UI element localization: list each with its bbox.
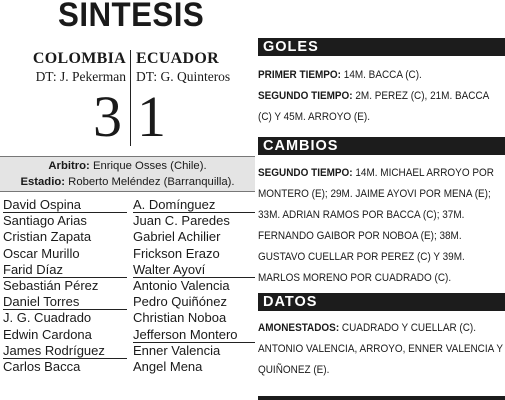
- lineup-player: Angel Mena: [133, 358, 203, 374]
- substitutions-text: [258, 163, 504, 289]
- goals-text: [258, 65, 504, 128]
- away-score: 1: [137, 84, 166, 149]
- lineup-player: James Rodríguez: [3, 343, 127, 359]
- second-half-label: SEGUNDO TIEMPO:: [258, 90, 353, 102]
- substitutions-list: 14M. MICHAEL ARROYO POR MONTERO (E); 29M. JAIME AYOVI POR MENA (E); 33M. ADRIAN RAMOS POR BACCA (C); 37M. FERNANDO GAIBOR POR NOBOA (E); 38M. GUSTAVO CUELLAR POR PEREZ (C) Y 39M. MARLOS MORENO POR CUADRADO (C).: [258, 167, 494, 284]
- first-half-goals: 14M. BACCA (C).: [343, 69, 422, 81]
- lineup-player: Juan C. Paredes: [133, 213, 230, 229]
- home-team-header: [0, 50, 129, 85]
- lineup-player: J. G. Cuadrado: [3, 310, 92, 326]
- cautions-list: CUADRADO Y CUELLAR (C). ANTONIO VALENCIA, ARROYO, ENNER VALENCIA Y QUIÑONEZ (E).: [258, 322, 503, 376]
- stadium-line: [0, 174, 255, 190]
- home-team-name: COLOMBIA: [32, 50, 126, 67]
- lineup-player: Sebastián Pérez: [3, 277, 99, 293]
- away-lineup: [133, 197, 255, 375]
- away-team-coach: DT: G. Quinteros: [136, 69, 231, 84]
- goals-heading: GOLES: [258, 38, 505, 56]
- lineup-player: Frickson Erazo: [133, 245, 220, 261]
- lineup-player: Santiago Arias: [3, 213, 87, 229]
- referee-label: Arbitro:: [48, 160, 90, 172]
- lineup-player: Pedro Quiñónez: [133, 294, 227, 310]
- lineup-player: Christian Noboa: [133, 310, 227, 326]
- cautions-label: AMONESTADOS:: [258, 322, 340, 334]
- lineup-player: David Ospina: [3, 197, 127, 213]
- stadium-label: Estadio:: [20, 176, 66, 188]
- lineup-player: Gabriel Achilier: [133, 229, 221, 245]
- first-half-label: PRIMER TIEMPO:: [258, 69, 341, 81]
- home-score: 3: [93, 84, 122, 149]
- lineup-player: Edwin Cardona: [3, 326, 92, 342]
- home-team-coach: DT: J. Pekerman: [35, 69, 126, 84]
- data-heading: DATOS: [258, 293, 505, 311]
- second-half-goals: 2M. PEREZ (C), 21M. BACCA (C) Y 45M. ARROYO (E).: [258, 90, 489, 123]
- lineup-player: Jefferson Montero: [133, 327, 255, 343]
- stadium-name: Roberto Meléndez (Barranquilla).: [68, 176, 235, 188]
- lineup-player: Farid Díaz: [3, 262, 127, 278]
- lineup-player: Cristian Zapata: [3, 229, 92, 245]
- lineup-player: Antonio Valencia: [133, 277, 230, 293]
- lineup-player: Daniel Torres: [3, 294, 127, 310]
- substitutions-label: SEGUNDO TIEMPO:: [258, 167, 353, 179]
- data-text: [258, 318, 504, 381]
- substitutions-heading: CAMBIOS: [258, 137, 505, 155]
- referee-line: [0, 158, 255, 174]
- referee-name: Enrique Osses (Chile).: [92, 160, 207, 172]
- home-lineup: [3, 197, 127, 375]
- lineup-player: Carlos Bacca: [3, 358, 81, 374]
- lineup-player: Oscar Murillo: [3, 245, 80, 261]
- lineup-player: Enner Valencia: [133, 342, 221, 358]
- lineup-player: A. Domínguez: [133, 197, 255, 213]
- page-title: SINTESIS: [58, 0, 205, 34]
- match-officials-box: [0, 156, 255, 192]
- away-team-name: ECUADOR: [136, 50, 219, 67]
- team-divider: [130, 50, 131, 146]
- lineup-player: Walter Ayoví: [133, 262, 255, 278]
- away-team-header: [133, 50, 268, 85]
- bottom-rule: [258, 396, 505, 400]
